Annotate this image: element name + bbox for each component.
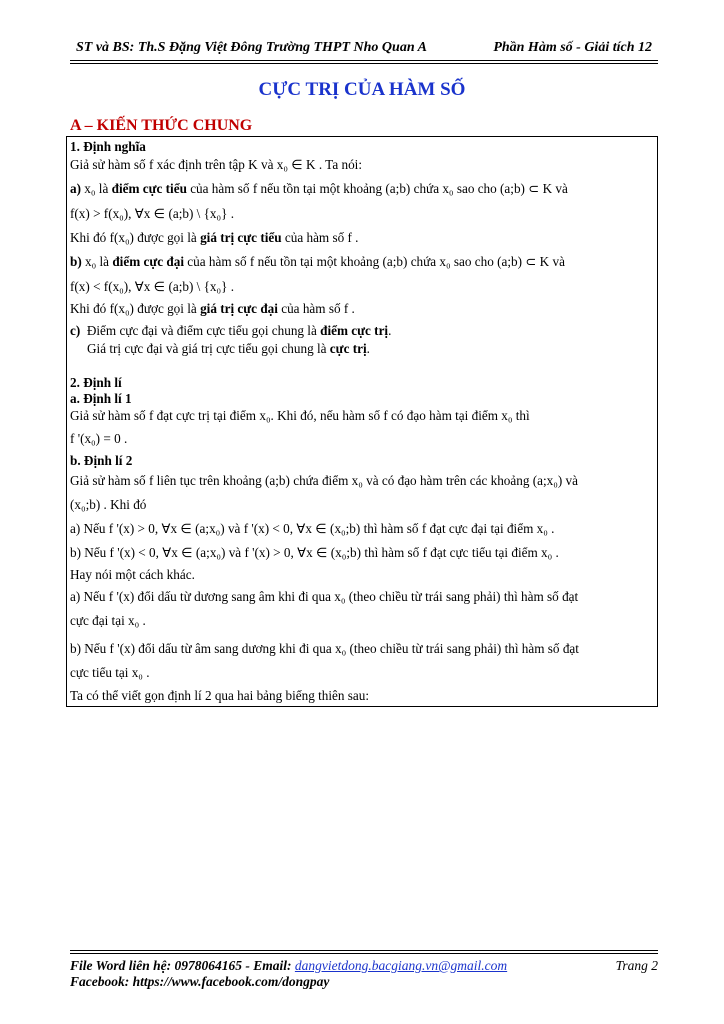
- definition-a-condition: f(x) > f(x₀), ∀x ∈ (a;b) \ {x₀} .: [70, 206, 235, 221]
- footer-rule: [70, 950, 658, 951]
- definition-b-conclusion: Khi đó f(x₀) được gọi là giá trị cực đại của hàm số f .: [70, 301, 355, 316]
- definition-a-conclusion: Khi đó f(x₀) được gọi là giá trị cực tiểu của hàm số f .: [70, 230, 359, 245]
- theorem-2-text-1: Giả sử hàm số f liên tục trên khoảng (a;b) chứa điểm x₀ và có đạo hàm trên các khoảng (a;x₀) và: [70, 473, 578, 488]
- definition-b: b) x₀ là điểm cực đại của hàm số f nếu tồn tại một khoảng (a;b) chứa x₀ sao cho (a;b) ⊂ K và: [70, 254, 565, 269]
- page-title: CỰC TRỊ CỦA HÀM SỐ: [258, 79, 466, 100]
- theorem-1-formula: f '(x₀) = 0 .: [70, 431, 128, 446]
- definition-intro: Giả sử hàm số f xác định trên tập K và x₀ ∈ K . Ta nói:: [70, 157, 362, 172]
- footer-line-1: File Word liên hệ: 0978064165 - Email: dangvietdong.bacgiang.vn@gmail.com: [70, 958, 508, 973]
- email-link[interactable]: dangvietdong.bacgiang.vn@gmail.com: [294, 958, 508, 973]
- other-case-a-1: a) Nếu f '(x) đổi dấu từ dương sang âm khi đi qua x₀ (theo chiều từ trái sang phải) thì hàm số đạt: [70, 589, 579, 604]
- definition-b-condition: f(x) < f(x₀), ∀x ∈ (a;b) \ {x₀} .: [70, 279, 235, 294]
- other-case-a-2: cực đại tại x₀ .: [70, 613, 146, 628]
- header-rule: [70, 60, 658, 61]
- footer-line-2: Facebook: https://www.facebook.com/dongpay: [70, 974, 330, 989]
- header-left: ST và BS: Th.S Đặng Việt Đông Trường THPT Nho Quan A: [76, 40, 427, 55]
- other-statement: Hay nói một cách khác.: [70, 567, 195, 582]
- definition-c: c) Điểm cực đại và điểm cực tiểu gọi chung là điểm cực trị.: [70, 323, 392, 338]
- theorem-1-text: Giả sử hàm số f đạt cực trị tại điểm x₀. Khi đó, nếu hàm số f có đạo hàm tại điểm x₀ thì: [70, 408, 530, 423]
- theorem-heading: 2. Định lí: [70, 375, 122, 390]
- header-right: Phần Hàm số - Giải tích 12: [493, 40, 652, 55]
- section-heading: A – KIẾN THỨC CHUNG: [70, 117, 253, 134]
- theorem-2-case-a: a) Nếu f '(x) > 0, ∀x ∈ (a;x₀) và f '(x) < 0, ∀x ∈ (x₀;b) thì hàm số f đạt cực đại tại điểm x₀ .: [70, 521, 555, 536]
- other-case-b-2: cực tiểu tại x₀ .: [70, 665, 150, 680]
- theorem-2-case-b: b) Nếu f '(x) < 0, ∀x ∈ (a;x₀) và f '(x) > 0, ∀x ∈ (x₀;b) thì hàm số f đạt cực tiểu tại điểm x₀ .: [70, 545, 559, 560]
- other-case-b-1: b) Nếu f '(x) đổi dấu từ âm sang dương khi đi qua x₀ (theo chiều từ trái sang phải) thì hàm số đạt: [70, 641, 579, 656]
- header-rule-2: [70, 63, 658, 64]
- definition-c-2: Giá trị cực đại và giá trị cực tiểu gọi chung là cực trị.: [87, 341, 370, 356]
- definition-heading: 1. Định nghĩa: [70, 139, 146, 154]
- summary-line: Ta có thể viết gọn định lí 2 qua hai bảng biếng thiên sau:: [70, 688, 370, 703]
- footer-rule-2: [70, 953, 658, 954]
- theorem-2-text-2: (x₀;b) . Khi đó: [70, 497, 147, 512]
- theorem-2-heading: b. Định lí 2: [70, 453, 133, 468]
- theorem-1-heading: a. Định lí 1: [70, 391, 132, 406]
- page-number: Trang 2: [615, 958, 658, 973]
- definition-a: a) x₀ là điểm cực tiểu của hàm số f nếu tồn tại một khoảng (a;b) chứa x₀ sao cho (a;b) ⊂ K và: [70, 181, 568, 196]
